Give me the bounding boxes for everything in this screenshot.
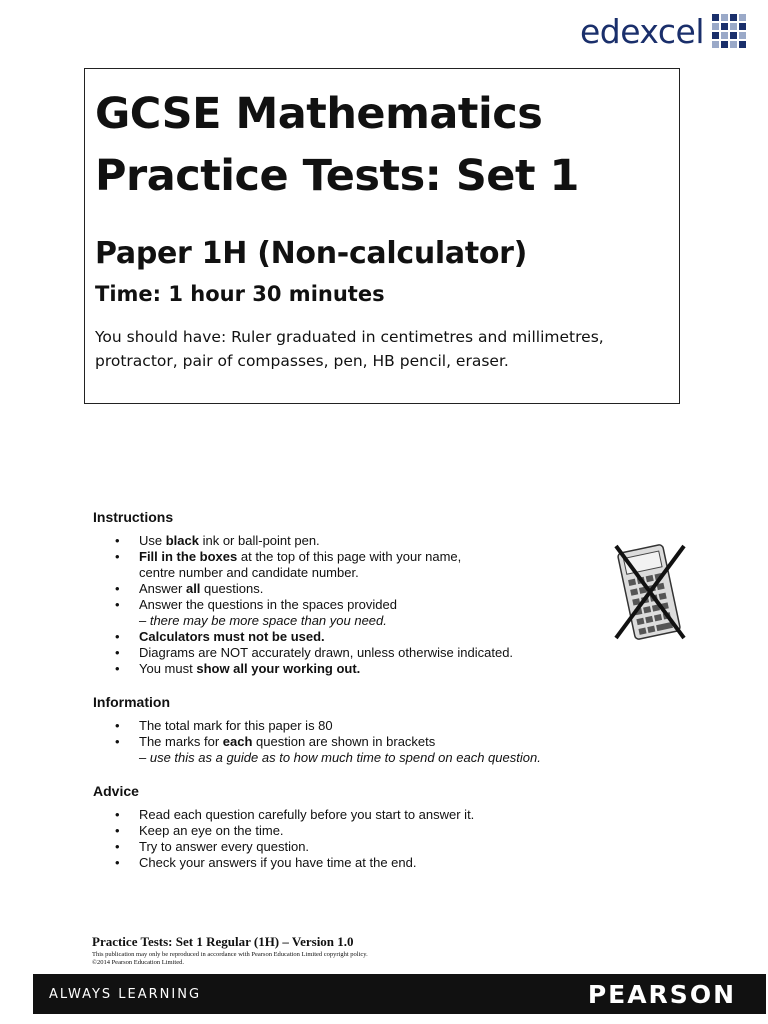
item-emphasis: black: [165, 533, 199, 548]
item-emphasis: each: [222, 734, 253, 749]
item-text: Answer the questions in the spaces provided: [139, 597, 397, 612]
main-title: [95, 83, 669, 207]
item-text-end: at the top of this page with your name,: [237, 549, 462, 564]
list-item: [115, 807, 474, 823]
footer-bar: [33, 974, 766, 1014]
always-learning-text: ALWAYS LEARNING: [49, 986, 202, 1002]
item-text: The total mark for this paper is 80: [139, 718, 333, 733]
footer-copyright: [92, 951, 368, 967]
item-text: Diagrams are NOT accurately drawn, unless otherwise indicated.: [139, 645, 514, 660]
item-text: Answer: [139, 581, 186, 596]
bullet-glyph: •: [115, 597, 120, 612]
list-item: [115, 839, 474, 855]
bullet-glyph: •: [115, 629, 120, 644]
item-text: Keep an eye on the time.: [139, 823, 284, 838]
item-text-end: questions.: [200, 581, 264, 596]
equipment-text: [95, 325, 669, 373]
bullet-glyph: •: [115, 549, 120, 564]
list-item: [115, 855, 474, 871]
footer-version-title: Practice Tests: Set 1 Regular (1H) – Version 1.0: [92, 934, 354, 949]
item-emphasis: Calculators must not be used.: [139, 629, 325, 644]
bullet-glyph: •: [115, 734, 120, 749]
edexcel-logo: [579, 11, 746, 51]
bullet-glyph: •: [115, 839, 120, 854]
advice-list: [93, 807, 474, 871]
edexcel-dots-icon: [712, 14, 746, 48]
item-continuation: – there may be more space than you need.: [139, 613, 387, 628]
copyright-line-2: ©2014 Pearson Education Limited.: [92, 959, 184, 966]
information-section: [93, 694, 541, 766]
bullet-glyph: •: [115, 581, 120, 596]
list-item: [115, 823, 474, 839]
instructions-list: [93, 533, 513, 677]
item-text-end: question are shown in brackets: [252, 734, 436, 749]
equipment-line-1: You should have: Ruler graduated in centimetres and millimetres,: [95, 328, 604, 346]
item-text: Try to answer every question.: [139, 839, 310, 854]
list-item: [115, 533, 513, 549]
item-text-end: ink or ball-point pen.: [198, 533, 320, 548]
equipment-line-2: protractor, pair of compasses, pen, HB pencil, eraser.: [95, 352, 509, 370]
bullet-glyph: •: [115, 718, 120, 733]
bullet-glyph: •: [115, 661, 120, 676]
edexcel-wordmark: edexcel: [579, 11, 704, 51]
copyright-line-1: This publication may only be reproduced in accordance with Pearson Education Limited copyright policy.: [92, 951, 368, 958]
list-item: [115, 645, 513, 661]
advice-section: [93, 783, 474, 871]
title-line-2: Practice Tests: Set 1: [95, 151, 579, 201]
title-line-1: GCSE Mathematics: [95, 89, 543, 139]
item-emphasis: show all your working out.: [196, 661, 361, 676]
bullet-glyph: •: [115, 855, 120, 870]
crossed-out-calculator-icon: [608, 542, 690, 642]
instructions-section: [93, 509, 513, 677]
list-item: [115, 597, 513, 629]
pearson-logo: PEARSON: [587, 979, 736, 1009]
time-allowed: Time: 1 hour 30 minutes: [95, 282, 385, 306]
list-item: [115, 734, 541, 766]
bullet-glyph: •: [115, 823, 120, 838]
item-text: You must: [139, 661, 197, 676]
item-text: Check your answers if you have time at the end.: [139, 855, 417, 870]
title-box: [84, 68, 680, 404]
bullet-glyph: •: [115, 645, 120, 660]
list-item: [115, 581, 513, 597]
paper-title: Paper 1H (Non-calculator): [95, 236, 528, 271]
list-item: [115, 549, 513, 581]
information-heading: Information: [93, 694, 170, 710]
item-continuation: – use this as a guide as to how much time to spend on each question.: [139, 750, 541, 765]
item-text: The marks for: [139, 734, 223, 749]
item-text: Use: [139, 533, 166, 548]
item-continuation: centre number and candidate number.: [139, 565, 359, 580]
list-item: [115, 661, 513, 677]
list-item: [115, 718, 541, 734]
advice-heading: Advice: [93, 783, 139, 799]
item-emphasis: all: [185, 581, 201, 596]
instructions-heading: Instructions: [93, 509, 174, 525]
bullet-glyph: •: [115, 807, 120, 822]
list-item: [115, 629, 513, 645]
bullet-glyph: •: [115, 533, 120, 548]
item-emphasis: Fill in the boxes: [139, 549, 238, 564]
item-text: Read each question carefully before you start to answer it.: [139, 807, 475, 822]
information-list: [93, 718, 541, 766]
